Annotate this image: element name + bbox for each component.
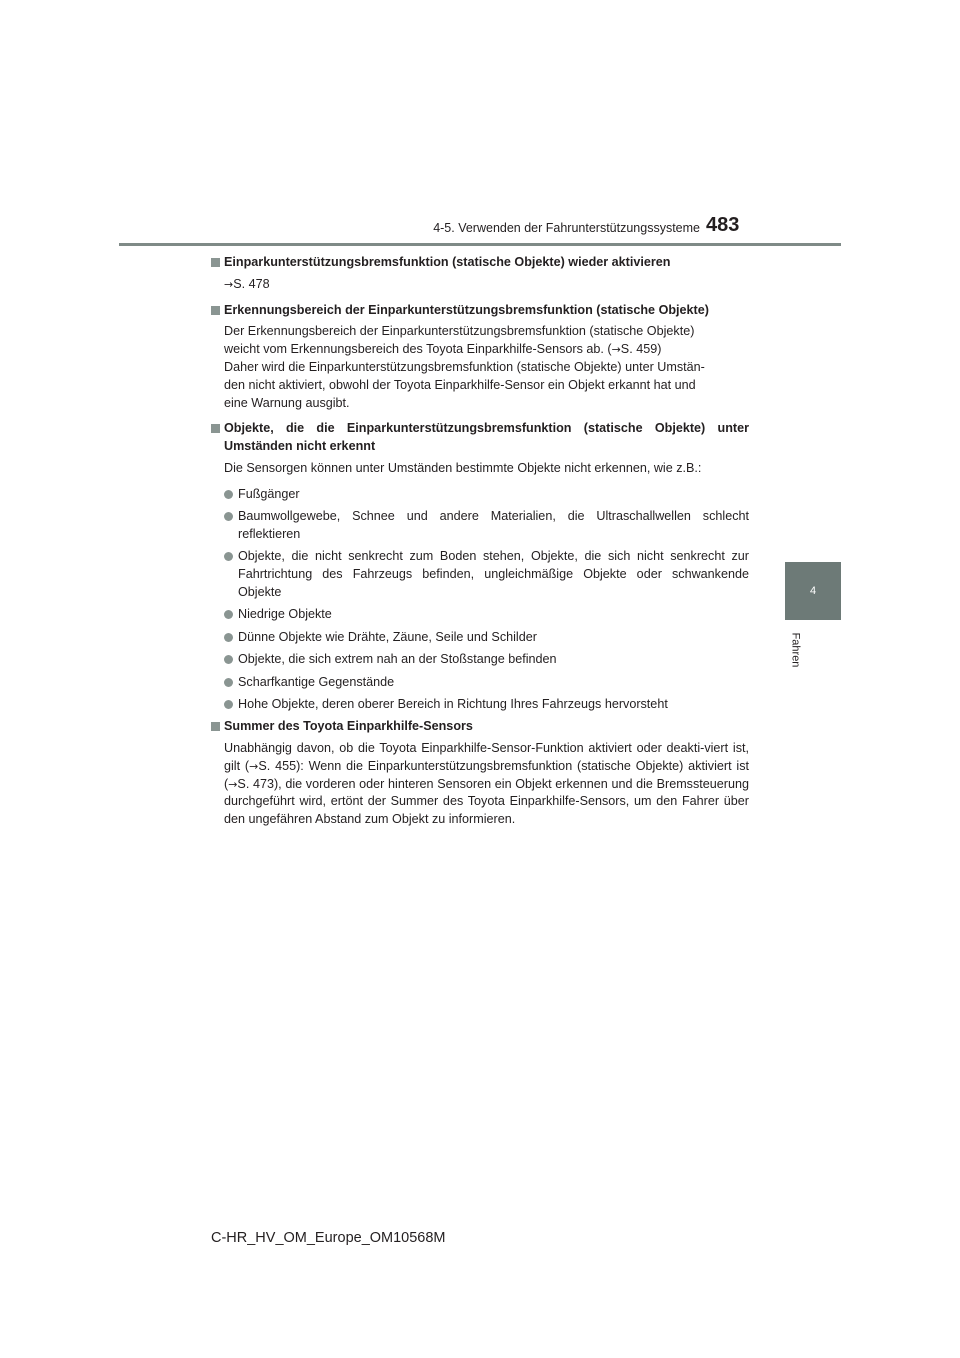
list-item: Fußgänger — [211, 486, 749, 504]
square-bullet-icon — [211, 722, 220, 731]
cross-reference-link[interactable]: S. 459) — [620, 342, 662, 357]
circle-bullet-icon — [224, 552, 233, 561]
arrow-right-icon: → — [249, 759, 259, 773]
header-rule — [119, 243, 841, 246]
square-bullet-icon — [211, 424, 220, 433]
section-heading-detection-range: Erkennungsbereich der Einparkunterstützungsbremsfunktion (statische Objekte) — [211, 302, 749, 320]
running-header-title: 4-5. Verwenden der Fahrunterstützungssysteme — [433, 221, 700, 235]
list-item: Objekte, die sich extrem nah an der Stoßstange befinden — [211, 651, 749, 669]
list-item: Baumwollgewebe, Schnee und andere Materialien, die Ultraschallwellen schlecht reflektieren — [211, 508, 749, 544]
circle-bullet-icon — [224, 678, 233, 687]
list-item: Objekte, die nicht senkrecht zum Boden stehen, Objekte, die sich nicht senkrecht zur Fahrtrichtung des Fahrzeugs befinden, ungleichmäßige Objekte oder schwankende Objekte — [211, 548, 749, 601]
circle-bullet-icon — [224, 512, 233, 521]
arrow-right-icon: → — [224, 277, 234, 291]
square-bullet-icon — [211, 306, 220, 315]
cross-reference-link[interactable]: S. 478 — [233, 276, 270, 291]
circle-bullet-icon — [224, 610, 233, 619]
arrow-right-icon: → — [611, 343, 621, 357]
chapter-label — [775, 620, 815, 680]
page-content — [211, 254, 749, 833]
section-heading-reactivate: Einparkunterstützungsbremsfunktion (statische Objekte) wieder aktivieren — [211, 254, 749, 272]
buzzer-text: Unabhängig davon, ob die Toyota Einparkhilfe-Sensor-Funktion aktiviert oder deakti-viert ist, gilt (→S. 455): Wenn die Einparkunterstützungsbremsfunktion (statische Objekte) aktiviert ist (→S. 473), die vorderen oder hinteren Sensoren ein Objekt erkennen und die Bremssteuerung durchgeführt wird, ertönt der Summer des Toyota Einparkhilfe-Sensors, um den Fahrer über den ungefähren Abstand zum Objekt zu informieren. — [224, 741, 750, 827]
undetected-objects-intro: Die Sensorgen können unter Umständen bestimmte Objekte nicht erkennen, wie z.B.: — [224, 460, 702, 475]
circle-bullet-icon — [224, 490, 233, 499]
arrow-right-icon: → — [228, 777, 238, 791]
chapter-number: 4 — [809, 585, 817, 597]
section-heading-undetected-objects: Objekte, die die Einparkunterstützungsbremsfunktion (statische Objekte) unter Umständen nicht erkennt — [211, 420, 749, 456]
circle-bullet-icon — [224, 633, 233, 642]
list-item: Hohe Objekte, deren oberer Bereich in Richtung Ihres Fahrzeugs hervorsteht — [211, 696, 749, 714]
list-item: Niedrige Objekte — [211, 606, 749, 624]
chapter-label-text: Fahren — [788, 632, 801, 668]
reference-478 — [211, 276, 749, 294]
detection-range-text: Der Erkennungsbereich der Einparkunterstützungsbremsfunktion (statische Objekte) weicht vom Erkennungsbereich des Toyota Einparkhilfe-Sensors ab. (→S. 459) Daher wird die Einparkunterstützungsbremsfunktion (statische Objekte) unter Umstän- den nicht aktiviert, obwohl der Toyota Einparkhilfe-Sensor ein Objekt erkannt hat und eine Warnung ausgibt. — [224, 324, 705, 410]
chapter-tab — [785, 562, 841, 620]
circle-bullet-icon — [224, 700, 233, 709]
square-bullet-icon — [211, 258, 220, 267]
circle-bullet-icon — [224, 655, 233, 664]
page-number: 483 — [706, 214, 740, 236]
list-item: Dünne Objekte wie Drähte, Zäune, Seile und Schilder — [211, 629, 749, 647]
document-id-footer: C-HR_HV_OM_Europe_OM10568M — [211, 1230, 446, 1246]
section-heading-buzzer: Summer des Toyota Einparkhilfe-Sensors — [211, 718, 749, 736]
list-item: Scharfkantige Gegenstände — [211, 674, 749, 692]
